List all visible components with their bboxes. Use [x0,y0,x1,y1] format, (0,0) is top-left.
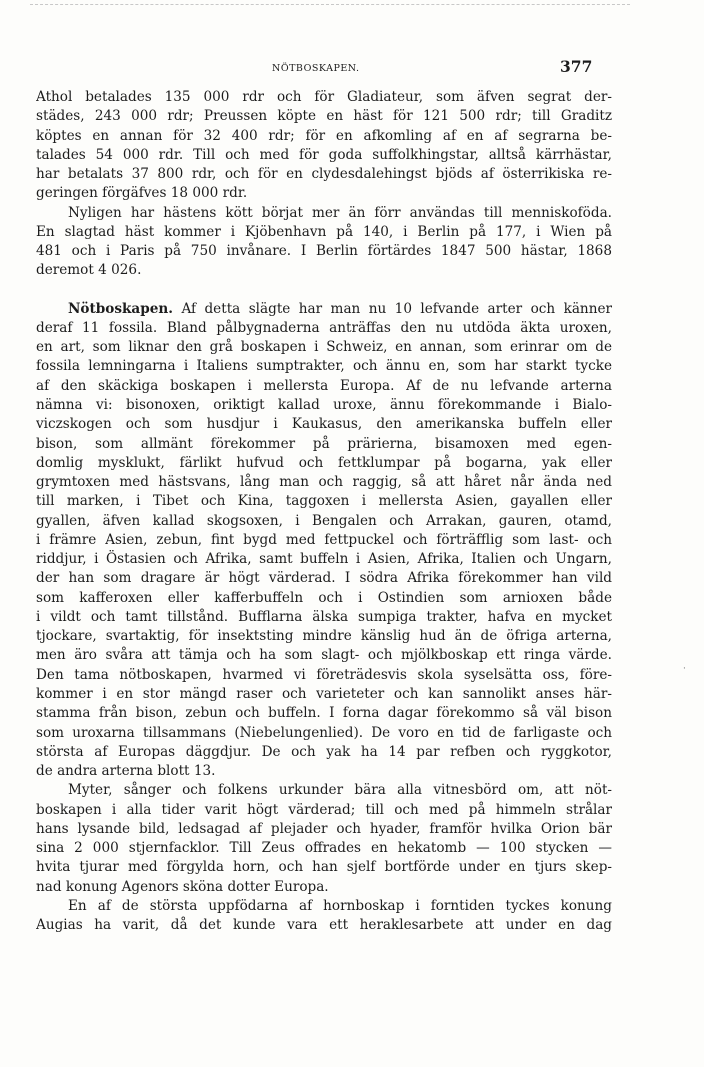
text-line: nad konung Agenors sköna dotter Europa. [36,878,329,895]
body-text [36,88,612,935]
text-line: till marken, i Tibet och Kina, taggoxen i mellersta Asien, gayallen eller [36,493,612,510]
text-line: städes, 243 000 rdr; Preussen köpte en häst för 121 500 rdr; till Graditz [36,108,612,125]
text-line: af den skäckiga boskapen i mellersta Europa. Af de nu lefvande arterna [36,377,612,394]
text-line: tjockare, svartaktig, för insektsting mindre känslig hud än de öfriga arterna, [36,628,612,645]
text-line: Myter, sånger och folkens urkunder bära alla vitnesbörd om, att nöt- [68,782,612,799]
paragraph [36,88,612,204]
text-line: grymtoxen med hästsvans, lång man och raggig, så att håret når ända ned [36,474,612,491]
text-line: stamma från bison, zebun och buffeln. I forna dagar förekommo så väl bison [36,705,612,722]
text-line: fossila lemningarna i Italiens sumptrakter, och ännu en, som har starkt tycke [36,358,612,375]
section-gap [36,281,612,300]
text-line [36,300,612,319]
text-line: der han som dragare är högt värderad. I södra Afrika förekommer han vild [36,570,612,587]
text-line-fragment: Af detta slägte har man nu 10 lefvande arter och känner [181,300,612,317]
text-line: köptes en annan för 32 400 rdr; för en afkomling af en af segrarna be- [36,127,612,144]
text-line: hans lysande bild, ledsagad af plejader och hyader, framför hvilka Orion bär [36,820,612,837]
text-line: geringen förgäfves 18 000 rdr. [36,185,248,202]
margin-mark: · [683,664,686,674]
running-title: NÖTBOSKAPEN. [272,63,360,74]
text-line: Nyligen har hästens kött börjat mer än förr användas till menniskoföda. [68,204,612,221]
text-line: Augias ha varit, då det kunde vara ett heraklesarbete att under en dag [36,917,612,934]
text-line: nämna vi: bisonoxen, oriktigt kallad uroxe, ännu förekommande i Bialo- [36,396,612,413]
text-line: men äro svåra att tämja och ha som slagt- och mjölkboskap ett ringa värde. [36,647,612,664]
text-line: har betalats 37 800 rdr, och för en clydesdalehingst bjöds af österrikiska re- [36,166,612,183]
text-line: Den tama nötboskapen, hvarmed vi företrädesvis skola syselsätta oss, före- [36,666,612,683]
text-line: kommer i en stor mängd raser och varieteter och kan sannolikt anses här- [36,685,612,702]
text-line: En slagtad häst kommer i Kjöbenhavn på 140, i Berlin på 177, i Wien på [36,223,612,240]
text-line: deremot 4 026. [36,262,142,279]
scan-edge-line [30,4,630,5]
paragraph [36,300,612,782]
text-line: som uroxarna tillsammans (Niebelungenlied). De voro en tid de farligaste och [36,724,612,741]
text-line: En af de största uppfödarna af hornboskap i forntiden tyckes konung [68,897,612,914]
text-line: deraf 11 fossila. Bland pålbygnaderna anträffas den nu utdöda äkta uroxen, [36,319,612,336]
text-line: de andra arterna blott 13. [36,763,216,780]
paragraph [36,897,612,936]
running-header [0,57,704,81]
text-line: bison, som allmänt förekommer på prärierna, bisamoxen med egen- [36,435,612,452]
text-line: domlig mysklukt, färlikt hufvud och fettklumpar på bogarna, yak eller [36,454,612,471]
text-line: viczskogen och som husdjur i Kaukasus, den amerikanska buffeln eller [36,416,612,433]
text-line: största af Europas däggdjur. De och yak ha 14 par refben och ryggkotor, [36,743,612,760]
page-number: 377 [560,57,593,76]
text-line: som kafferoxen eller kafferbuffeln och i Ostindien som arnioxen både [36,589,612,606]
text-line: en art, som liknar den grå boskapen i Schweiz, en annan, som erinrar om de [36,339,612,356]
text-line: sina 2 000 stjernfacklor. Till Zeus offrades en hekatomb — 100 stycken — [36,840,612,857]
text-line: 481 och i Paris på 750 invånare. I Berlin förtärdes 1847 500 hästar, 1868 [36,243,612,260]
text-line: talades 54 000 rdr. Till och med för goda suffolkhingstar, alltså kärrhästar, [36,146,612,163]
text-line: i främre Asien, zebun, fint bygd med fettpuckel och förträfflig som last- och [36,531,612,548]
text-line: riddjur, i Östasien och Afrika, samt buffeln i Asien, Afrika, Italien och Ungarn, [36,551,612,568]
paragraph [36,204,612,281]
text-line: boskapen i alla tider varit högt värderad; till och med på himmeln strålar [36,801,612,818]
paragraph [36,781,612,897]
text-line: Athol betalades 135 000 rdr och för Gladiateur, som äfven segrat der- [36,89,612,105]
text-line: i vildt och tamt tillstånd. Bufflarna älska sumpiga trakter, hafva en mycket [36,608,612,625]
text-line: gyallen, äfven kallad skogsoxen, i Bengalen och Arrakan, gauren, otamd, [36,512,612,529]
section-heading: Nötboskapen. [68,300,173,317]
text-line: hvita tjurar med förgylda horn, och han sjelf bortförde under en tjurs skep- [36,859,612,876]
